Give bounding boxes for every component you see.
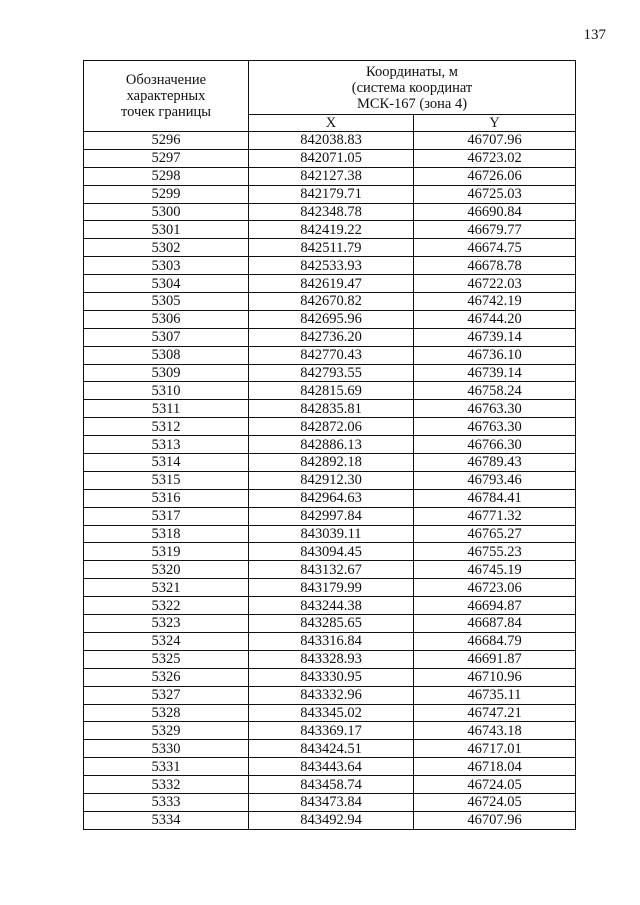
point-cell: 5331 <box>84 758 249 776</box>
y-cell: 46744.20 <box>414 310 576 328</box>
y-cell: 46678.78 <box>414 257 576 275</box>
point-cell: 5332 <box>84 776 249 794</box>
x-cell: 843328.93 <box>249 650 414 668</box>
table-row <box>84 525 576 543</box>
y-column-header: Y <box>414 115 576 132</box>
y-cell: 46722.03 <box>414 275 576 293</box>
x-cell: 842835.81 <box>249 400 414 418</box>
point-cell: 5320 <box>84 561 249 579</box>
x-cell: 843039.11 <box>249 525 414 543</box>
y-cell: 46789.43 <box>414 454 576 472</box>
x-cell: 842997.84 <box>249 507 414 525</box>
point-cell: 5304 <box>84 275 249 293</box>
y-cell: 46724.05 <box>414 776 576 794</box>
y-cell: 46690.84 <box>414 203 576 221</box>
y-cell: 46743.18 <box>414 722 576 740</box>
table-row <box>84 454 576 472</box>
x-cell: 842793.55 <box>249 364 414 382</box>
y-cell: 46723.06 <box>414 579 576 597</box>
point-cell: 5322 <box>84 597 249 615</box>
x-column-header: X <box>249 115 414 132</box>
y-cell: 46717.01 <box>414 740 576 758</box>
x-cell: 842670.82 <box>249 293 414 311</box>
point-cell: 5296 <box>84 132 249 150</box>
table-row <box>84 597 576 615</box>
coordinates-header <box>249 61 576 115</box>
table-row <box>84 722 576 740</box>
y-cell: 46679.77 <box>414 221 576 239</box>
point-cell: 5309 <box>84 364 249 382</box>
y-cell: 46747.21 <box>414 704 576 722</box>
table-row <box>84 704 576 722</box>
table-row <box>84 293 576 311</box>
point-header-line-2: характерных <box>126 88 206 104</box>
x-cell: 842038.83 <box>249 132 414 150</box>
x-cell: 843330.95 <box>249 668 414 686</box>
point-cell: 5299 <box>84 185 249 203</box>
table-row <box>84 203 576 221</box>
table-row <box>84 346 576 364</box>
point-cell: 5308 <box>84 346 249 364</box>
table-row <box>84 382 576 400</box>
table-row <box>84 776 576 794</box>
point-header-line-1: Обозначение <box>125 72 207 88</box>
x-cell: 843285.65 <box>249 615 414 633</box>
x-cell: 842127.38 <box>249 167 414 185</box>
point-cell: 5330 <box>84 740 249 758</box>
point-cell: 5311 <box>84 400 249 418</box>
y-cell: 46736.10 <box>414 346 576 364</box>
x-cell: 842348.78 <box>249 203 414 221</box>
table-row <box>84 132 576 150</box>
table-row <box>84 507 576 525</box>
x-cell: 842912.30 <box>249 471 414 489</box>
y-cell: 46707.96 <box>414 811 576 829</box>
x-cell: 842511.79 <box>249 239 414 257</box>
table-row <box>84 418 576 436</box>
point-cell: 5329 <box>84 722 249 740</box>
x-cell: 843473.84 <box>249 793 414 811</box>
table-row <box>84 364 576 382</box>
x-cell: 842619.47 <box>249 275 414 293</box>
table-row <box>84 489 576 507</box>
table-row <box>84 650 576 668</box>
table-row <box>84 579 576 597</box>
table-row <box>84 615 576 633</box>
point-cell: 5312 <box>84 418 249 436</box>
x-cell: 843369.17 <box>249 722 414 740</box>
x-cell: 843424.51 <box>249 740 414 758</box>
y-cell: 46726.06 <box>414 167 576 185</box>
table-row <box>84 436 576 454</box>
y-cell: 46723.02 <box>414 149 576 167</box>
point-header-line-3: точек границы <box>120 104 212 120</box>
y-cell: 46674.75 <box>414 239 576 257</box>
table-row <box>84 543 576 561</box>
point-cell: 5317 <box>84 507 249 525</box>
point-cell: 5297 <box>84 149 249 167</box>
y-cell: 46725.03 <box>414 185 576 203</box>
point-cell: 5310 <box>84 382 249 400</box>
y-cell: 46724.05 <box>414 793 576 811</box>
point-cell: 5306 <box>84 310 249 328</box>
point-cell: 5316 <box>84 489 249 507</box>
y-cell: 46691.87 <box>414 650 576 668</box>
point-cell: 5324 <box>84 632 249 650</box>
y-cell: 46694.87 <box>414 597 576 615</box>
coords-header-line-1: Координаты, м <box>366 63 458 80</box>
y-cell: 46763.30 <box>414 418 576 436</box>
x-cell: 842179.71 <box>249 185 414 203</box>
x-cell: 842071.05 <box>249 149 414 167</box>
x-cell: 842892.18 <box>249 454 414 472</box>
y-cell: 46763.30 <box>414 400 576 418</box>
y-cell: 46735.11 <box>414 686 576 704</box>
point-cell: 5323 <box>84 615 249 633</box>
point-cell: 5315 <box>84 471 249 489</box>
point-cell: 5307 <box>84 328 249 346</box>
y-cell: 46771.32 <box>414 507 576 525</box>
table-row <box>84 167 576 185</box>
point-cell: 5313 <box>84 436 249 454</box>
point-cell: 5302 <box>84 239 249 257</box>
coordinates-table <box>83 60 576 830</box>
table-row <box>84 811 576 829</box>
point-designation-header <box>84 61 249 132</box>
table-row <box>84 686 576 704</box>
table-row <box>84 275 576 293</box>
table-row <box>84 221 576 239</box>
y-cell: 46755.23 <box>414 543 576 561</box>
table-row <box>84 239 576 257</box>
x-cell: 842695.96 <box>249 310 414 328</box>
x-cell: 842872.06 <box>249 418 414 436</box>
page-number: 137 <box>583 27 606 43</box>
y-cell: 46745.19 <box>414 561 576 579</box>
table-header <box>84 61 576 132</box>
x-cell: 843132.67 <box>249 561 414 579</box>
point-cell: 5301 <box>84 221 249 239</box>
table-body <box>84 132 576 830</box>
point-cell: 5318 <box>84 525 249 543</box>
y-cell: 46758.24 <box>414 382 576 400</box>
x-cell: 842533.93 <box>249 257 414 275</box>
table-row <box>84 257 576 275</box>
y-cell: 46739.14 <box>414 328 576 346</box>
y-cell: 46793.46 <box>414 471 576 489</box>
x-cell: 843316.84 <box>249 632 414 650</box>
y-cell: 46784.41 <box>414 489 576 507</box>
y-cell: 46718.04 <box>414 758 576 776</box>
y-cell: 46742.19 <box>414 293 576 311</box>
point-cell: 5303 <box>84 257 249 275</box>
table-row <box>84 185 576 203</box>
y-cell: 46765.27 <box>414 525 576 543</box>
table-row <box>84 400 576 418</box>
x-cell: 842886.13 <box>249 436 414 454</box>
table-row <box>84 758 576 776</box>
point-cell: 5328 <box>84 704 249 722</box>
table-row <box>84 149 576 167</box>
coords-header-line-2: (система координат <box>351 79 473 96</box>
x-cell: 842419.22 <box>249 221 414 239</box>
x-cell: 842964.63 <box>249 489 414 507</box>
y-cell: 46766.30 <box>414 436 576 454</box>
table-row <box>84 740 576 758</box>
table-row <box>84 328 576 346</box>
coords-header-line-3: МСК-167 (зона 4) <box>356 95 468 112</box>
point-cell: 5319 <box>84 543 249 561</box>
table-row <box>84 310 576 328</box>
table-row <box>84 561 576 579</box>
table-row <box>84 632 576 650</box>
point-cell: 5305 <box>84 293 249 311</box>
x-cell: 843443.64 <box>249 758 414 776</box>
point-cell: 5333 <box>84 793 249 811</box>
point-cell: 5327 <box>84 686 249 704</box>
x-cell: 843244.38 <box>249 597 414 615</box>
y-cell: 46707.96 <box>414 132 576 150</box>
x-cell: 843492.94 <box>249 811 414 829</box>
x-cell: 843179.99 <box>249 579 414 597</box>
point-cell: 5325 <box>84 650 249 668</box>
x-cell: 842770.43 <box>249 346 414 364</box>
y-cell: 46687.84 <box>414 615 576 633</box>
point-cell: 5314 <box>84 454 249 472</box>
x-cell: 843345.02 <box>249 704 414 722</box>
x-cell: 843332.96 <box>249 686 414 704</box>
x-cell: 843094.45 <box>249 543 414 561</box>
x-cell: 843458.74 <box>249 776 414 794</box>
x-cell: 842815.69 <box>249 382 414 400</box>
point-cell: 5326 <box>84 668 249 686</box>
y-cell: 46739.14 <box>414 364 576 382</box>
point-cell: 5334 <box>84 811 249 829</box>
y-cell: 46684.79 <box>414 632 576 650</box>
point-cell: 5300 <box>84 203 249 221</box>
y-cell: 46710.96 <box>414 668 576 686</box>
table-row <box>84 793 576 811</box>
table-row <box>84 471 576 489</box>
point-cell: 5298 <box>84 167 249 185</box>
x-cell: 842736.20 <box>249 328 414 346</box>
point-cell: 5321 <box>84 579 249 597</box>
table-row <box>84 668 576 686</box>
